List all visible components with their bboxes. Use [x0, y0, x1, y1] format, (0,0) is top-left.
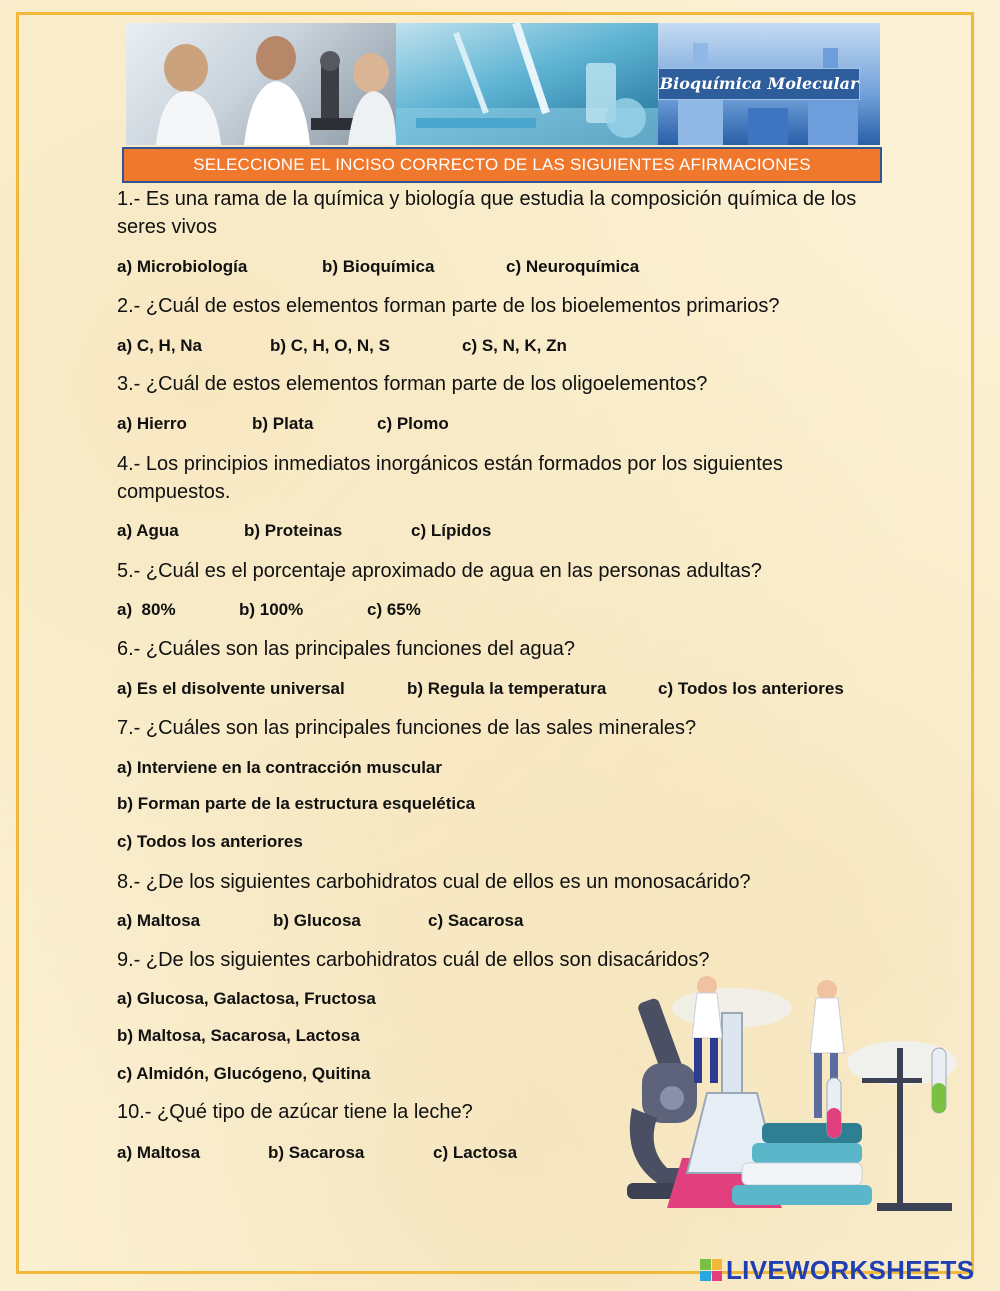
option-2b[interactable]: b) C, H, O, N, S — [270, 336, 390, 355]
banner-title: Bioquímica Molecular — [658, 68, 860, 100]
question-9: 9.- ¿De los siguientes carbohidratos cuál de ellos son disacáridos? — [117, 949, 710, 971]
lab-illustration — [612, 968, 972, 1228]
option-1c[interactable]: c) Neuroquímica — [506, 257, 640, 276]
question-8: 8.- ¿De los siguientes carbohidratos cual de ellos es un monosacárido? — [117, 871, 751, 893]
option-5a[interactable]: a) 80% — [117, 600, 176, 619]
question-10: 10.- ¿Qué tipo de azúcar tiene la leche? — [117, 1101, 473, 1123]
option-10b[interactable]: b) Sacarosa — [268, 1143, 365, 1162]
option-4a[interactable]: a) Agua — [117, 521, 179, 540]
option-1b[interactable]: b) Bioquímica — [322, 257, 435, 276]
option-10a[interactable]: a) Maltosa — [117, 1143, 201, 1162]
option-4b[interactable]: b) Proteinas — [244, 521, 343, 540]
option-3a[interactable]: a) Hierro — [117, 414, 187, 433]
options-row-3 — [117, 414, 449, 434]
option-7c[interactable]: c) Todos los anteriores — [117, 832, 303, 851]
option-8a[interactable]: a) Maltosa — [117, 911, 201, 930]
option-4c[interactable]: c) Lípidos — [411, 521, 492, 540]
question-7: 7.- ¿Cuáles son las principales funciones de las sales minerales? — [117, 717, 697, 739]
option-7b[interactable]: b) Forman parte de la estructura esquelética — [117, 794, 476, 813]
lab-scientists-photo — [126, 23, 396, 145]
question-1: 1.- Es una rama de la química y biología que estudia la composición química de los seres vivos — [117, 188, 857, 238]
question-6: 6.- ¿Cuáles son las principales funciones del agua? — [117, 638, 576, 660]
options-row-8 — [117, 911, 523, 931]
question-2: 2.- ¿Cuál de estos elementos forman parte de los bioelementos primarios? — [117, 295, 780, 317]
option-3b[interactable]: b) Plata — [252, 414, 314, 433]
liveworksheets-logo-icon — [700, 1259, 722, 1281]
options-row-5 — [117, 600, 421, 620]
option-9c[interactable]: c) Almidón, Glucógeno, Quitina — [117, 1064, 371, 1083]
question-4: 4.- Los principios inmediatos inorgánicos están formados por los siguientes compuestos. — [117, 453, 783, 503]
option-8c[interactable]: c) Sacarosa — [428, 911, 524, 930]
question-3: 3.- ¿Cuál de estos elementos forman parte de los oligoelementos? — [117, 373, 708, 395]
pipette-photo — [396, 23, 658, 145]
option-2c[interactable]: c) S, N, K, Zn — [462, 336, 567, 355]
options-row-6 — [117, 679, 844, 699]
instruction-header: SELECCIONE EL INCISO CORRECTO DE LAS SIGUIENTES AFIRMACIONES — [122, 147, 882, 183]
option-10c[interactable]: c) Lactosa — [433, 1143, 518, 1162]
option-5b[interactable]: b) 100% — [239, 600, 304, 619]
option-7a[interactable]: a) Interviene en la contracción muscular — [117, 758, 443, 777]
option-2a[interactable]: a) C, H, Na — [117, 336, 203, 355]
option-3c[interactable]: c) Plomo — [377, 414, 449, 433]
option-8b[interactable]: b) Glucosa — [273, 911, 361, 930]
liveworksheets-logo[interactable] — [700, 1256, 974, 1284]
options-row-4 — [117, 521, 491, 541]
option-1a[interactable]: a) Microbiología — [117, 257, 248, 276]
option-5c[interactable]: c) 65% — [367, 600, 421, 619]
option-9a[interactable]: a) Glucosa, Galactosa, Fructosa — [117, 989, 376, 1008]
header-banner — [126, 23, 880, 145]
logo-text: LIVEWORKSHEETS — [726, 1254, 975, 1285]
flasks-photo — [658, 23, 880, 145]
option-6b[interactable]: b) Regula la temperatura — [407, 679, 607, 698]
option-6c[interactable]: c) Todos los anteriores — [658, 679, 844, 698]
option-9b[interactable]: b) Maltosa, Sacarosa, Lactosa — [117, 1026, 360, 1045]
option-6a[interactable]: a) Es el disolvente universal — [117, 679, 345, 698]
options-row-10 — [117, 1143, 517, 1163]
options-row-1 — [117, 257, 639, 277]
options-row-2 — [117, 336, 567, 356]
question-5: 5.- ¿Cuál es el porcentaje aproximado de agua en las personas adultas? — [117, 560, 762, 582]
